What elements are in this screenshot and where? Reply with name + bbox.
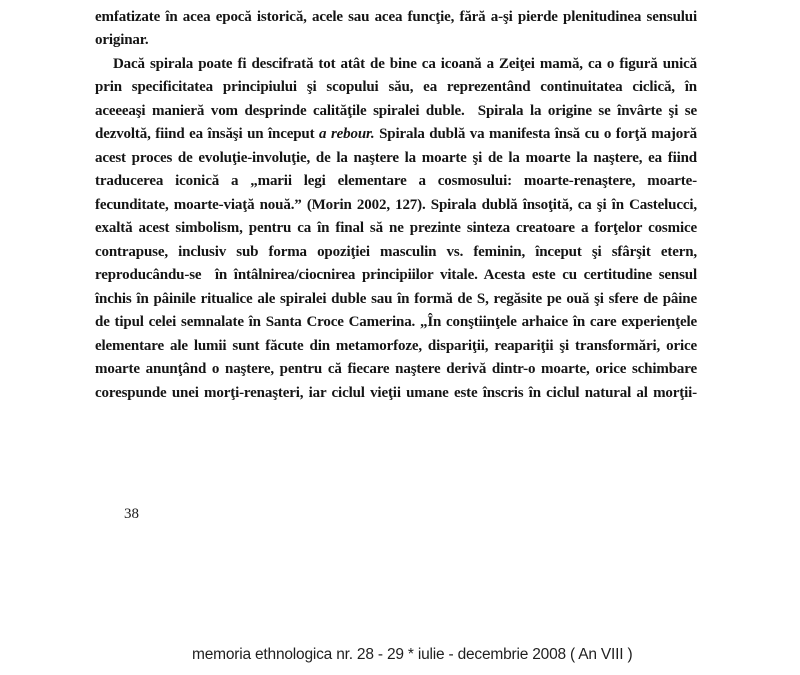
text-line xyxy=(95,29,697,53)
text-line xyxy=(95,335,697,359)
text-segment: aceeeaşi manieră vom desprinde calităţile spiralei duble. Spirala la origine se învârte şi se xyxy=(95,102,697,119)
text-segment: traducerea iconică a „marii legi elementare a cosmosului: moarte-renaştere, moarte- xyxy=(95,173,697,189)
text-line xyxy=(95,311,697,335)
text-segment: exaltă acest simbolism, pentru ca în final să ne prezinte sinteza creatoare a forţelor cosmice xyxy=(95,220,697,236)
text-segment: reproducându-se în întâlnirea/ciocnirea principiilor vitale. Acesta este cu certitudine sensul xyxy=(95,267,697,283)
text-line xyxy=(95,382,697,406)
text-line xyxy=(95,358,697,382)
text-segment: Dacă spirala poate fi descifrată tot atât de bine ca icoană a Zeiţei mamă, ca o figură unică xyxy=(113,55,697,72)
text-segment: elementare ale lumii sunt făcute din metamorfoze, dispariţii, reapariţii şi transformări, orice xyxy=(95,337,697,354)
text-segment: de tipul celei semnalate în Santa Croce Camerina. „În conştiinţele arhaice în care experienţele xyxy=(95,314,697,330)
text-segment: emfatizate în acea epocă istorică, acele sau acea funcţie, fără a-şi pierde plenitudinea sensului xyxy=(95,8,697,25)
page-number: 38 xyxy=(124,506,139,522)
text-segment: prin specificitatea principiului şi scopului său, ea reprezentând continuitatea ciclică, în xyxy=(95,79,697,95)
footer-journal-line: memoria ethnologica nr. 28 - 29 * iulie - decembrie 2008 ( An VIII ) xyxy=(192,646,633,663)
text-line xyxy=(95,170,697,194)
text-line xyxy=(95,217,697,241)
text-segment: acest proces de evoluţie-involuţie, de la naştere la moarte şi de la moarte la naştere, ea fiind xyxy=(95,149,697,166)
text-segment: moarte anunţând o naştere, pentru că fiecare naştere derivă dintr-o moarte, orice schimbare xyxy=(95,361,697,377)
text-line xyxy=(95,288,697,312)
text-segment xyxy=(95,0,697,1)
text-segment: dezvoltă, fiind ea însăşi un început xyxy=(95,126,320,142)
text-line-clipped xyxy=(95,0,697,6)
text-line xyxy=(95,6,697,30)
body-text xyxy=(95,0,697,405)
text-line xyxy=(95,147,697,171)
text-segment: fecunditate, moarte-viaţă nouă.” (Morin 2002, 127). Spirala dublă însoţită, ca şi în Castelucci, xyxy=(95,196,697,213)
text-line xyxy=(95,53,697,77)
italic-text-segment: a rebour. xyxy=(319,126,375,142)
text-segment: închis în pâinile ritualice ale spiralei duble sau în formă de S, regăsite pe ouă şi sfere de pâine xyxy=(95,290,697,307)
text-segment: Spirala dublă va manifesta însă cu o forţă majoră xyxy=(374,126,697,142)
text-line xyxy=(95,264,697,288)
text-line xyxy=(95,123,697,147)
text-segment: corespunde unei morţi-renaşteri, iar ciclul vieţii umane este înscris în ciclul natural al morţii- xyxy=(95,384,697,401)
text-segment: originar. xyxy=(95,32,149,48)
text-line xyxy=(95,100,697,124)
text-line xyxy=(95,241,697,265)
text-segment: contrapuse, inclusiv sub forma opoziţiei masculin vs. feminin, început şi sfârşit etern, xyxy=(95,243,697,260)
text-line xyxy=(95,194,697,218)
text-line xyxy=(95,76,697,100)
